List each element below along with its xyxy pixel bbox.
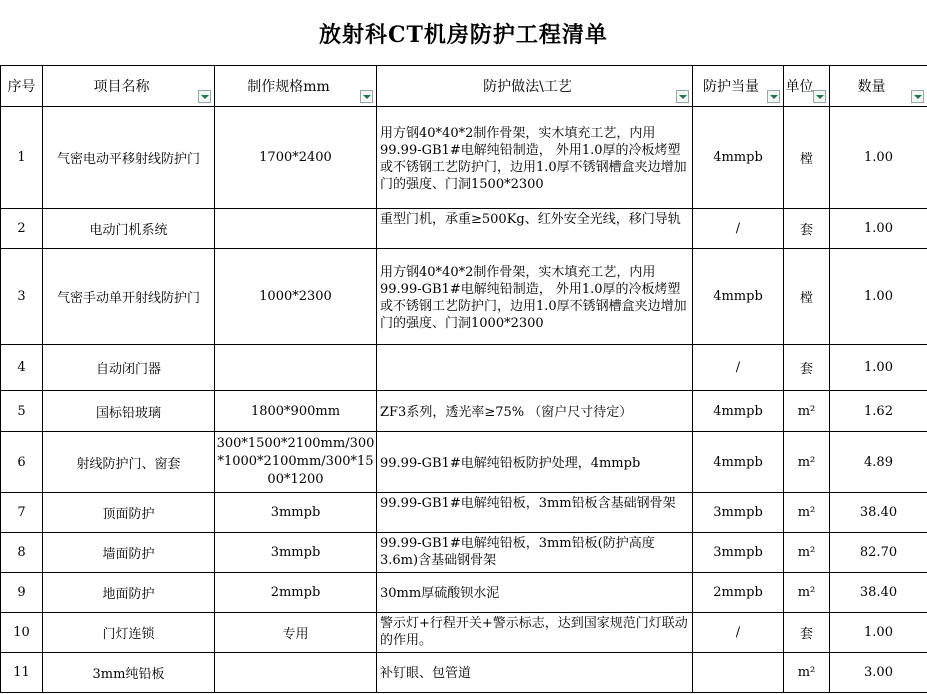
cell-qty[interactable]: 82.70 bbox=[830, 533, 927, 573]
header-method: 防护做法\工艺 bbox=[377, 66, 693, 107]
cell-unit[interactable]: m² bbox=[784, 432, 830, 493]
filter-dropdown-icon[interactable] bbox=[767, 90, 780, 103]
table-row bbox=[1, 653, 927, 693]
header-qty: 数量 bbox=[830, 66, 927, 107]
engineering-list-table bbox=[0, 65, 927, 693]
cell-index[interactable]: 6 bbox=[1, 432, 43, 493]
filter-dropdown-icon[interactable] bbox=[911, 90, 924, 103]
cell-index[interactable]: 10 bbox=[1, 613, 43, 653]
cell-method[interactable] bbox=[377, 345, 693, 391]
cell-unit[interactable]: 套 bbox=[784, 209, 830, 249]
cell-name[interactable]: 门灯连锁 bbox=[43, 613, 215, 653]
cell-spec[interactable]: 3mmpb bbox=[215, 493, 377, 533]
cell-method-text: 99.99-GB1#电解纯铅板，3mm铅板(防护高度3.6m)含基础钢骨架 bbox=[380, 536, 655, 568]
cell-name[interactable]: 气密电动平移射线防护门 bbox=[43, 107, 215, 209]
cell-spec[interactable]: 3mmpb bbox=[215, 533, 377, 573]
cell-equiv[interactable]: 4mmpb bbox=[693, 249, 784, 345]
cell-method-text: 警示灯+行程开关+警示标志，达到国家规范门灯联动的作用。 bbox=[380, 616, 688, 648]
cell-name[interactable]: 自动闭门器 bbox=[43, 345, 215, 391]
header-unit: 单位 bbox=[784, 66, 830, 107]
table-row bbox=[1, 249, 927, 345]
cell-index[interactable]: 11 bbox=[1, 653, 43, 693]
cell-unit[interactable]: 樘 bbox=[784, 107, 830, 209]
cell-qty[interactable]: 38.40 bbox=[830, 493, 927, 533]
cell-index[interactable]: 9 bbox=[1, 573, 43, 613]
cell-name[interactable]: 国标铅玻璃 bbox=[43, 391, 215, 432]
cell-equiv[interactable]: / bbox=[693, 613, 784, 653]
cell-index[interactable]: 4 bbox=[1, 345, 43, 391]
cell-qty[interactable]: 1.00 bbox=[830, 613, 927, 653]
table-row bbox=[1, 493, 927, 533]
cell-qty[interactable]: 3.00 bbox=[830, 653, 927, 693]
cell-spec[interactable]: 300*1500*2100mm/300*1000*2100mm/300*1500*1200 bbox=[215, 432, 377, 493]
header-index: 序号 bbox=[1, 66, 43, 107]
cell-equiv[interactable] bbox=[693, 653, 784, 693]
header-spec: 制作规格mm bbox=[215, 66, 377, 107]
cell-name[interactable]: 气密手动单开射线防护门 bbox=[43, 249, 215, 345]
cell-index[interactable]: 3 bbox=[1, 249, 43, 345]
table-row bbox=[1, 345, 927, 391]
cell-equiv[interactable]: 4mmpb bbox=[693, 391, 784, 432]
cell-unit[interactable]: m² bbox=[784, 533, 830, 573]
cell-method[interactable] bbox=[377, 533, 693, 573]
cell-method[interactable]: ZF3系列，透光率≥75% （窗户尺寸待定） bbox=[377, 391, 693, 432]
cell-spec[interactable] bbox=[215, 653, 377, 693]
cell-spec[interactable]: 1800*900mm bbox=[215, 391, 377, 432]
header-name: 项目名称 bbox=[43, 66, 215, 107]
table-row bbox=[1, 432, 927, 493]
filter-dropdown-icon[interactable] bbox=[813, 90, 826, 103]
cell-index[interactable]: 5 bbox=[1, 391, 43, 432]
header-row bbox=[1, 66, 927, 107]
cell-qty[interactable]: 1.00 bbox=[830, 209, 927, 249]
cell-equiv[interactable]: 3mmpb bbox=[693, 533, 784, 573]
cell-unit[interactable]: 套 bbox=[784, 613, 830, 653]
cell-unit[interactable]: m² bbox=[784, 493, 830, 533]
table-row bbox=[1, 209, 927, 249]
cell-equiv[interactable]: 4mmpb bbox=[693, 107, 784, 209]
cell-qty[interactable]: 1.00 bbox=[830, 249, 927, 345]
cell-name[interactable]: 地面防护 bbox=[43, 573, 215, 613]
cell-unit[interactable]: 套 bbox=[784, 345, 830, 391]
table-row bbox=[1, 391, 927, 432]
cell-method[interactable]: 补钉眼、包管道 bbox=[377, 653, 693, 693]
cell-qty[interactable]: 1.00 bbox=[830, 107, 927, 209]
table-row bbox=[1, 533, 927, 573]
cell-method[interactable]: 30mm厚硫酸钡水泥 bbox=[377, 573, 693, 613]
cell-unit[interactable]: 樘 bbox=[784, 249, 830, 345]
cell-equiv[interactable]: 3mmpb bbox=[693, 493, 784, 533]
cell-method[interactable]: 99.99-GB1#电解纯铅板防护处理，4mmpb bbox=[377, 432, 693, 493]
cell-index[interactable]: 7 bbox=[1, 493, 43, 533]
table-row bbox=[1, 613, 927, 653]
cell-spec[interactable]: 1000*2300 bbox=[215, 249, 377, 345]
cell-method[interactable]: 用方钢40*40*2制作骨架，实木填充工艺，内用99.99-GB1#电解纯铅制造， 外用1.0厚的冷板烤塑或不锈钢工艺防护门，边用1.0厚不锈钢槽盒夹边增加门的强度、门洞1000*2300 bbox=[377, 249, 693, 345]
cell-index[interactable]: 8 bbox=[1, 533, 43, 573]
cell-method-text: 99.99-GB1#电解纯铅板，3mm铅板含基础钢骨架 bbox=[380, 496, 676, 511]
filter-dropdown-icon[interactable] bbox=[198, 90, 211, 103]
cell-method[interactable] bbox=[377, 613, 693, 653]
cell-name[interactable]: 顶面防护 bbox=[43, 493, 215, 533]
cell-qty[interactable]: 4.89 bbox=[830, 432, 927, 493]
cell-index[interactable]: 2 bbox=[1, 209, 43, 249]
cell-spec[interactable] bbox=[215, 209, 377, 249]
filter-dropdown-icon[interactable] bbox=[360, 90, 373, 103]
cell-qty[interactable]: 1.00 bbox=[830, 345, 927, 391]
filter-dropdown-icon[interactable] bbox=[676, 90, 689, 103]
cell-unit[interactable]: m² bbox=[784, 573, 830, 613]
cell-spec[interactable]: 专用 bbox=[215, 613, 377, 653]
cell-equiv[interactable]: 4mmpb bbox=[693, 432, 784, 493]
cell-qty[interactable]: 1.62 bbox=[830, 391, 927, 432]
table-row bbox=[1, 573, 927, 613]
cell-method-text: 重型门机，承重≥500Kg、红外安全光线，移门导轨 bbox=[380, 212, 681, 227]
cell-qty[interactable]: 38.40 bbox=[830, 573, 927, 613]
cell-name[interactable]: 3mm纯铅板 bbox=[43, 653, 215, 693]
cell-spec[interactable] bbox=[215, 345, 377, 391]
cell-equiv[interactable]: / bbox=[693, 209, 784, 249]
cell-method[interactable]: 用方钢40*40*2制作骨架，实木填充工艺，内用99.99-GB1#电解纯铅制造， 外用1.0厚的冷板烤塑或不锈钢工艺防护门，边用1.0厚不锈钢槽盒夹边增加门的强度、门洞1500*2300 bbox=[377, 107, 693, 209]
cell-spec[interactable]: 2mmpb bbox=[215, 573, 377, 613]
cell-name[interactable]: 射线防护门、窗套 bbox=[43, 432, 215, 493]
cell-index[interactable]: 1 bbox=[1, 107, 43, 209]
sheet-title: 放射科CT机房防护工程清单 bbox=[319, 22, 608, 48]
cell-equiv[interactable]: / bbox=[693, 345, 784, 391]
cell-unit[interactable]: m² bbox=[784, 653, 830, 693]
cell-name[interactable]: 电动门机系统 bbox=[43, 209, 215, 249]
cell-spec[interactable]: 1700*2400 bbox=[215, 107, 377, 209]
header-equiv: 防护当量 bbox=[693, 66, 784, 107]
cell-method[interactable] bbox=[377, 209, 693, 249]
cell-name[interactable]: 墙面防护 bbox=[43, 533, 215, 573]
table-row bbox=[1, 107, 927, 209]
cell-method[interactable] bbox=[377, 493, 693, 533]
cell-unit[interactable]: m² bbox=[784, 391, 830, 432]
cell-equiv[interactable]: 2mmpb bbox=[693, 573, 784, 613]
